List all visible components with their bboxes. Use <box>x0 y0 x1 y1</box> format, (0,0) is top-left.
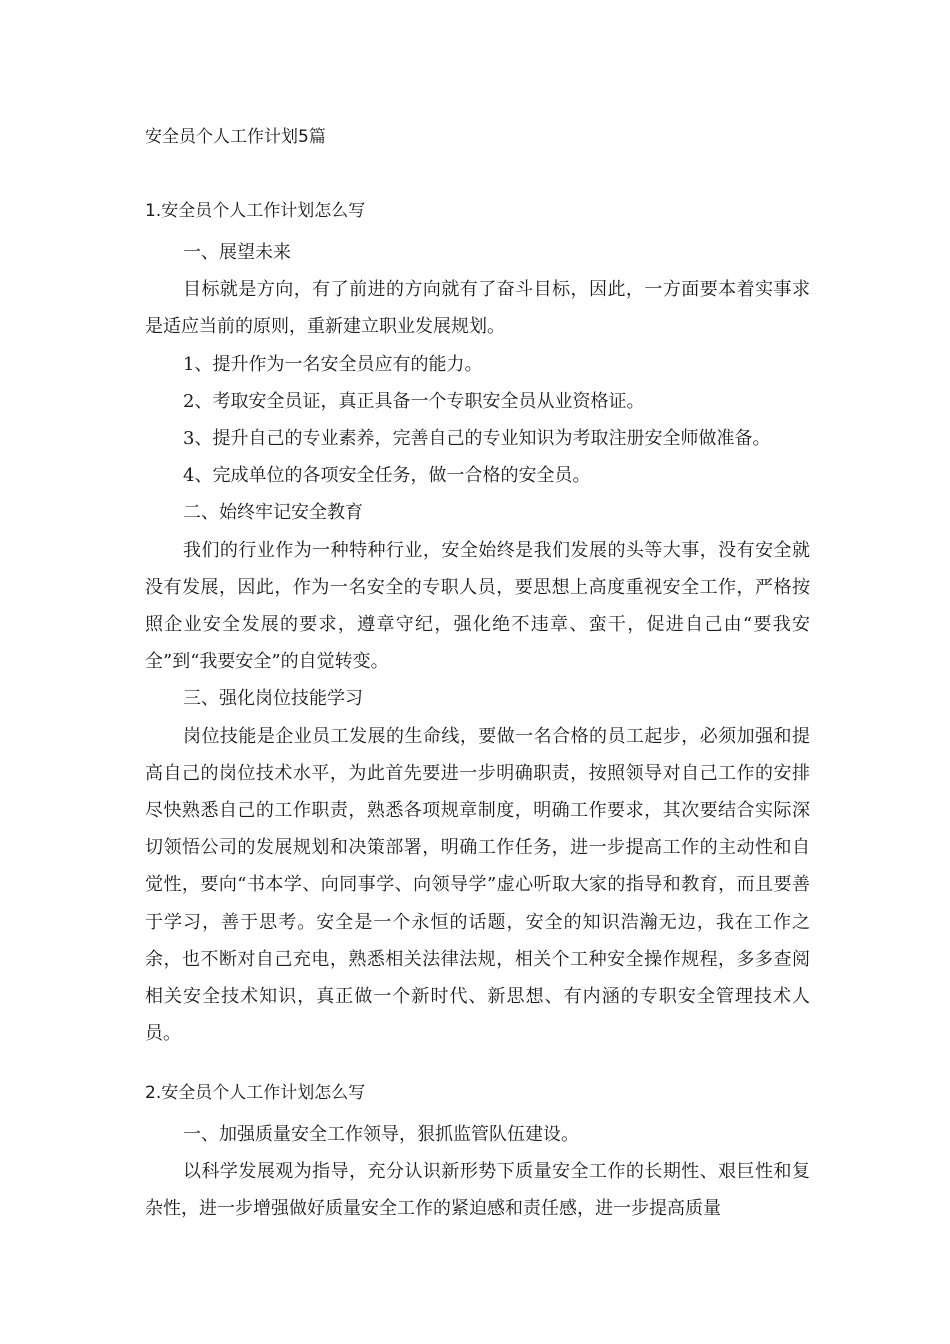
paragraph: 三、强化岗位技能学习 <box>183 688 363 710</box>
paragraph: 岗位技能是企业员工发展的生命线，要做一名合格的员工起步，必须加强和提高自己的岗位技术水平，为此首先要进一步明确职责，按照领导对自己工作的安排尽快熟悉自己的工作职责，熟悉各项规章制度，明确工作要求，其次要结合实际深切领悟公司的发展规划和决策部署，明确工作任务，进一步提高工作的主动性和自觉性，要向“书本学、向同事学、向领导学”虚心听取大家的指导和教育，而且要善于学习，善于思考。安全是一个永恒的话题，安全的知识浩瀚无边，我在工作之余，也不断对自己充电，熟悉相关法律法规，相关个工种安全操作规程，多多查阅相关安全技术知识，真正做一个新时代、新思想、有内涵的专职安全管理技术人员。 <box>145 725 810 1045</box>
list-item: 4、完成单位的各项安全任务，做一合格的安全员。 <box>183 465 591 487</box>
paragraph: 我们的行业作为一种特种行业，安全始终是我们发展的头等大事，没有安全就没有发展，因此，作为一名安全的专职人员，要思想上高度重视安全工作，严格按照企业安全发展的要求，遵章守纪，强化绝不违章、蛮干，促进自己由“要我安全”到“我要安全”的自觉转变。 <box>145 539 810 673</box>
section-1 <box>145 196 810 1052</box>
paragraph: 一、加强质量安全工作领导，狠抓监管队伍建设。 <box>183 1124 579 1145</box>
document-title: 安全员个人工作计划5篇 <box>145 127 326 147</box>
section-2 <box>145 1078 810 1228</box>
paragraph: 一、展望未来 <box>183 242 291 263</box>
list-item: 2、考取安全员证，真正具备一个专职安全员从业资格证。 <box>183 390 645 412</box>
section-heading: 1.安全员个人工作计划怎么写 <box>145 201 366 221</box>
paragraph: 目标就是方向，有了前进的方向就有了奋斗目标，因此，一方面要本着实事求是适应当前的原则，重新建立职业发展规划。 <box>145 279 810 338</box>
section-heading: 2.安全员个人工作计划怎么写 <box>145 1083 366 1103</box>
paragraph: 二、始终牢记安全教育 <box>183 502 363 524</box>
list-item: 1、提升作为一名安全员应有的能力。 <box>183 353 483 375</box>
list-item: 3、提升自己的专业素养，完善自己的专业知识为考取注册安全师做准备。 <box>183 428 771 450</box>
paragraph: 以科学发展观为指导，充分认识新形势下质量安全工作的长期性、艰巨性和复杂性，进一步增强做好质量安全工作的紧迫感和责任感，进一步提高质量 <box>145 1161 810 1220</box>
